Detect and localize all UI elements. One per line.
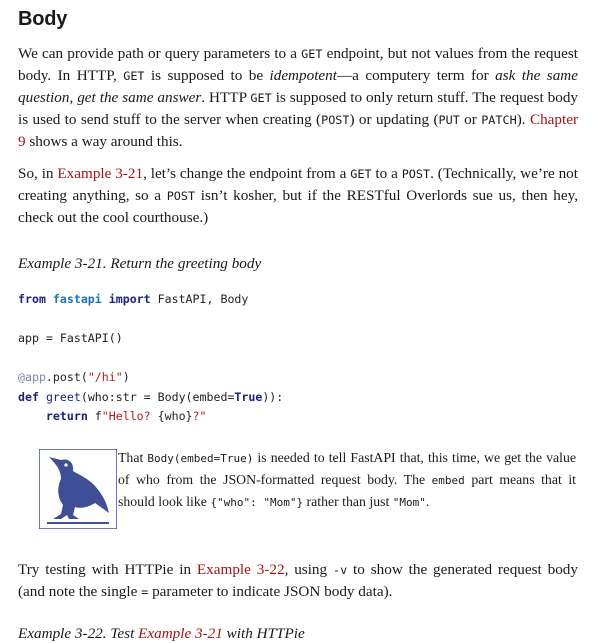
- paragraph-get-vs-body: We can provide path or query parameters to a GET endpoint, but not values from the request body. In HTTP, GET is supposed to be idempotent—a computery term for ask the same question, get the same answer. HTTP GET is supposed to only return stuff. The request body is used to send stuff to the server when creating (POST) or updating (PUT or PATCH). Chapter 9 shows a way around this.: [18, 45, 579, 150]
- note-text: That Body(embed=True) is needed to tell FastAPI that, this time, we get the value of who from the JSON-formatted request body. The embed part means that it should look like {"who": "Mom"} rather than just "Mom".: [118, 449, 576, 509]
- code-block-example-3-21: from fastapi import FastAPI, Body app = FastAPI() @app.post("/hi") def greet(who:str = Body(embed=True)): return f"Hello? {who}?": [18, 292, 284, 423]
- crow-bird-icon: [39, 449, 117, 529]
- example-3-22-caption: Example 3-22. Test Example 3-21 with HTTPie: [18, 624, 305, 642]
- note-box: [18, 447, 578, 535]
- chapter-9-link[interactable]: Chapter 9: [18, 111, 579, 150]
- paragraph-try-httpie: Try testing with HTTPie in Example 3-22, using -v to show the generated request body (and note the single = parameter to indicate JSON body data).: [18, 560, 578, 600]
- example-3-22-link[interactable]: Example 3-22: [196, 560, 285, 578]
- section-heading: Body: [18, 8, 68, 30]
- paragraph-change-endpoint: So, in Example 3-21, let’s change the endpoint from a GET to a POST. (Technically, we’re not creating anything, so a POST isn’t kosher, but if the RESTful Overlords sue us, then hey, check out the cool courthouse.): [18, 165, 579, 226]
- page-content: [18, 0, 578, 643]
- example-3-21-link[interactable]: Example 3-21: [57, 165, 144, 182]
- example-3-21-caption: Example 3-21. Return the greeting body: [18, 255, 262, 272]
- example-3-21-caption-link[interactable]: Example 3-21: [138, 624, 223, 642]
